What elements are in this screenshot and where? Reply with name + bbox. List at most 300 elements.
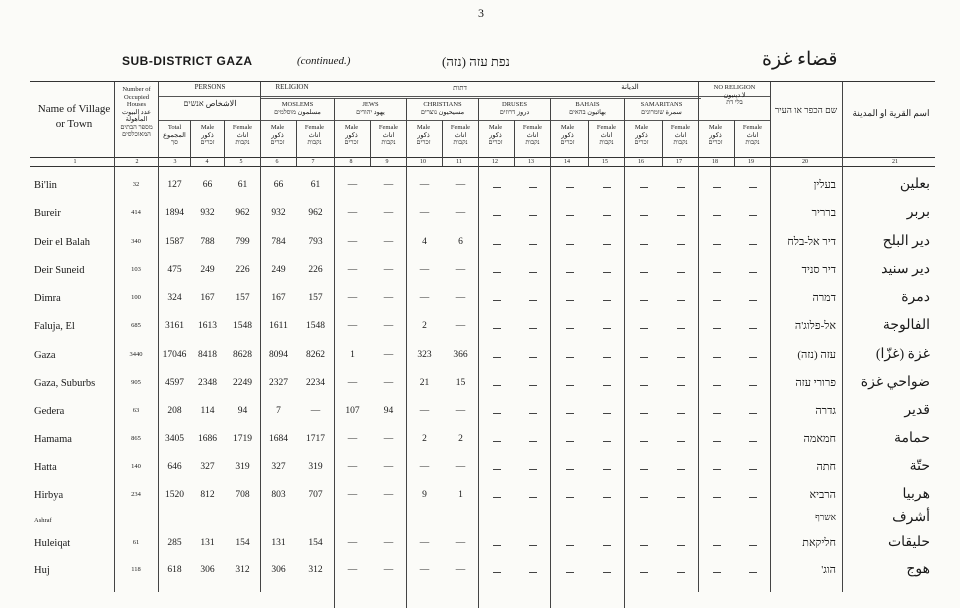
empty-dash [713,187,721,188]
village-name-ar: الفالوجة [882,318,930,333]
column-number: 20 [802,159,808,165]
cell-total: 1520 [165,490,184,500]
village-name: Bureir [34,208,61,219]
empty-dash [749,545,757,546]
empty-dash [640,300,648,301]
page-title-continued: (continued.) [297,55,351,67]
cell-female: 154 [235,538,250,548]
empty-dash [749,300,757,301]
empty-dash [640,215,648,216]
table-top-rule [30,81,935,82]
cell-female: 1719 [233,434,252,444]
empty-dash [603,272,611,273]
empty-dash [677,545,685,546]
empty-dash [493,545,501,546]
column-number: 13 [528,159,534,165]
header-druses: DRUSES دروز דרוזים [499,101,530,116]
village-name-he: ברריר [811,207,836,219]
cell-mf: 226 [308,265,323,275]
empty-dash [493,328,501,329]
header-no-religion: NO RELIGION لا دينيون בלי דת [713,84,756,106]
cell-female: 319 [235,462,250,472]
cell-mf: 2234 [306,378,325,388]
column-number: 18 [712,159,718,165]
sex-header-male: Male ذكور זכרים [560,124,575,146]
empty-dash [529,413,537,414]
cell-male: 327 [200,462,215,472]
empty-dash [749,572,757,573]
empty-dash [749,357,757,358]
cell-jf: — [383,490,394,500]
empty-dash [529,469,537,470]
cell-cf: — [455,406,466,416]
village-name: Huj [34,565,50,576]
cell-jm: — [347,565,358,575]
cell-total: 3405 [165,434,184,444]
empty-dash [677,244,685,245]
sex-header-female: Female اناث נקבות [232,124,253,146]
village-name-he: חליקאת [802,537,836,549]
village-name-ar: حمامة [893,431,930,446]
empty-dash [566,572,574,573]
empty-dash [640,497,648,498]
cell-jm: — [347,434,358,444]
cell-jf: — [383,180,394,190]
empty-dash [603,497,611,498]
empty-dash [566,187,574,188]
cell-mf: 962 [308,208,323,218]
village-name-he: חתה [816,461,836,473]
village-name-ar: دمرة [901,290,930,305]
cell-total: 324 [167,293,182,303]
cell-mf: 8262 [306,350,325,360]
empty-dash [640,545,648,546]
cell-jm: — [347,180,358,190]
colnum-rule [30,166,935,167]
empty-dash [677,413,685,414]
empty-dash [713,272,721,273]
cell-cm: — [419,538,430,548]
empty-dash [566,385,574,386]
empty-dash [677,572,685,573]
cell-mm: 1611 [269,321,288,331]
header-persons: PERSONS [194,83,226,91]
cell-mf: — [310,406,321,416]
sex-header-female: Female اناث נקבות [670,124,691,146]
empty-dash [493,469,501,470]
cell-total: 208 [167,406,182,416]
occupied-houses: 414 [131,209,141,216]
cell-cm: — [419,265,430,275]
cell-female: 962 [235,208,250,218]
cell-female: 94 [237,406,248,416]
cell-male: 249 [200,265,215,275]
empty-dash [493,441,501,442]
sex-header-female: Female اناث נקבות [450,124,471,146]
village-name: Deir Suneid [34,265,85,276]
empty-dash [640,469,648,470]
header-religion-he: דתות [453,84,467,92]
cell-jm: — [347,265,358,275]
cell-female: 312 [235,565,250,575]
sex-header-male: Male ذكور זכרים [708,124,723,146]
empty-dash [749,441,757,442]
cell-cm: — [419,293,430,303]
cell-jm: 107 [345,406,360,416]
header-houses: Number of Occupied Houses عدد البيوت المأهولة מספר הבתים המאוכלסים [120,86,153,138]
occupied-houses: 61 [132,539,140,546]
cell-cf: — [455,321,466,331]
cell-mf: 707 [308,490,323,500]
col-divider [114,82,115,592]
empty-dash [677,300,685,301]
empty-dash [493,497,501,498]
cell-male: 167 [200,293,215,303]
cell-cf: — [455,538,466,548]
cell-jf: — [383,237,394,247]
empty-dash [677,215,685,216]
cell-male: 8418 [198,350,217,360]
occupied-houses: 100 [131,294,141,301]
cell-cm: 2 [422,434,427,444]
cell-cm: 323 [417,350,432,360]
cell-male: 1613 [198,321,217,331]
empty-dash [677,469,685,470]
cell-total: 285 [167,538,182,548]
empty-dash [566,545,574,546]
empty-dash [529,497,537,498]
village-name-ar: دير سنيد [881,262,930,277]
cell-jf: — [383,350,394,360]
empty-dash [749,272,757,273]
empty-dash [640,385,648,386]
sex-header-female: Female اناث נקבות [304,124,325,146]
occupied-houses: 685 [131,322,141,329]
village-name-he: דיר אל-בלח [787,236,836,248]
empty-dash [529,215,537,216]
page-title-he: נפת עזה (נזה) [442,54,510,69]
cell-mf: 154 [308,538,323,548]
cell-total: 646 [167,462,182,472]
village-name-he: חמאמה [803,433,836,445]
column-number: 4 [205,159,209,165]
cell-mf: 61 [310,180,321,190]
cell-cf: 1 [458,490,463,500]
cell-cm: — [419,406,430,416]
header-name-he: שם הכפר או העיר [774,105,838,115]
empty-dash [493,244,501,245]
cell-mf: 319 [308,462,323,472]
village-name-ar: بربر [906,205,930,220]
empty-dash [640,572,648,573]
empty-dash [640,441,648,442]
village-name-he: דיר סניד [801,264,836,276]
col-divider [478,98,479,608]
cell-cm: — [419,565,430,575]
cell-mm: 66 [273,180,284,190]
village-name: Huleiqat [34,538,71,549]
cell-mm: 327 [271,462,286,472]
occupied-houses: 3440 [129,351,143,358]
village-name-ar: هوج [906,562,930,577]
cell-mf: 793 [308,237,323,247]
empty-dash [529,187,537,188]
sex-header-male: Male ذكور זכרים [634,124,649,146]
empty-dash [713,215,721,216]
header-persons-native: الاشخاص אנשים [183,99,237,108]
cell-male: 306 [200,565,215,575]
empty-dash [713,441,721,442]
village-name-he: אל-פלוג'ה [794,320,836,332]
religion-subrule [261,98,701,99]
column-number: 3 [173,159,177,165]
header-religion-ar: الديانة [621,83,639,91]
cell-jm: 1 [350,350,355,360]
column-number: 15 [602,159,608,165]
empty-dash [713,244,721,245]
empty-dash [713,328,721,329]
header-moslems: MOSLEMS مسلمون מוסלמים [274,101,321,116]
village-name: Gedera [34,406,65,417]
empty-dash [493,272,501,273]
empty-dash [603,215,611,216]
cell-jf: — [383,565,394,575]
cell-jm: — [347,490,358,500]
sex-header-male: Male ذكور זכרים [488,124,503,146]
village-name: Dimra [34,293,61,304]
village-name-ar: أشرف [892,510,930,525]
village-name-ar: ضواحي غزة [860,375,930,390]
header-samaritans: SAMARITANS سمرة שומרונים [640,101,683,116]
cell-female: 708 [235,490,250,500]
cell-mf: 1548 [306,321,325,331]
empty-dash [529,357,537,358]
header-religion: RELIGION [275,83,309,91]
village-name: Ashraf [34,517,52,524]
cell-jf: 94 [383,406,394,416]
header-bahais: BAHAIS بهائيون בהאים [569,101,606,116]
occupied-houses: 340 [131,238,141,245]
cell-jf: — [383,293,394,303]
empty-dash [713,385,721,386]
cell-jf: — [383,265,394,275]
cell-total: 1587 [165,237,184,247]
column-number: 19 [748,159,754,165]
village-name-ar: غزة (غزّا) [875,347,930,362]
empty-dash [640,413,648,414]
empty-dash [529,328,537,329]
cell-jf: — [383,538,394,548]
cell-cf: 2 [458,434,463,444]
empty-dash [493,215,501,216]
column-number: 6 [275,159,279,165]
empty-dash [529,545,537,546]
column-number: 16 [638,159,644,165]
cell-total: 1894 [165,208,184,218]
cell-cm: 21 [419,378,430,388]
empty-dash [529,244,537,245]
cell-cm: — [419,208,430,218]
cell-mf: 312 [308,565,323,575]
village-name-ar: حليقات [887,535,930,550]
cell-cf: 366 [453,350,468,360]
village-name-he: אשרף [815,512,836,522]
page-title-en: SUB-DISTRICT GAZA [122,54,253,68]
header-christians: CHRISTIANS مسيحيون נוצרים [420,101,465,116]
empty-dash [603,357,611,358]
cell-cf: — [455,462,466,472]
empty-dash [529,272,537,273]
empty-dash [640,244,648,245]
empty-dash [603,441,611,442]
empty-dash [713,300,721,301]
sex-header-female: Female اناث נקבות [596,124,617,146]
cell-jf: — [383,208,394,218]
empty-dash [603,328,611,329]
empty-dash [749,215,757,216]
village-name-he: עזה (נזה) [797,349,836,361]
cell-mf: 1717 [306,434,325,444]
cell-cf: — [455,265,466,275]
cell-male: 1686 [198,434,217,444]
empty-dash [603,300,611,301]
cell-cf: 15 [455,378,466,388]
sex-header-male: Male ذكور זכרים [344,124,359,146]
occupied-houses: 140 [131,463,141,470]
col-divider [624,98,625,608]
village-name: Faluja, El [34,321,75,332]
empty-dash [713,572,721,573]
sex-header-male: Male ذكور זכרים [270,124,285,146]
empty-dash [493,187,501,188]
empty-dash [603,413,611,414]
village-name-he: גדרה [815,405,836,417]
cell-male: 2348 [198,378,217,388]
empty-dash [566,357,574,358]
village-name: Gaza [34,350,56,361]
cell-female: 8628 [233,350,252,360]
empty-dash [566,215,574,216]
cell-mm: 8094 [269,350,288,360]
cell-male: 812 [200,490,215,500]
empty-dash [603,469,611,470]
village-name-ar: هربيا [902,487,930,502]
empty-dash [493,572,501,573]
cell-male: 932 [200,208,215,218]
column-number: 9 [385,159,389,165]
sex-header-male: Male ذكور זכרים [200,124,215,146]
empty-dash [713,497,721,498]
cell-total: 3161 [165,321,184,331]
empty-dash [603,187,611,188]
cell-cf: 6 [458,237,463,247]
village-name-ar: قدير [904,403,930,418]
header-bottom-rule [30,157,935,158]
column-number: 12 [492,159,498,165]
village-name-he: הוג' [821,564,836,576]
col-divider [550,98,551,608]
village-name: Gaza, Suburbs [34,378,96,389]
empty-dash [677,272,685,273]
village-name: Hirbya [34,490,64,501]
empty-dash [713,469,721,470]
cell-mm: 784 [271,237,286,247]
empty-dash [677,328,685,329]
sex-header-total: Total المجموع סך [163,124,186,146]
village-name: Bi'lin [34,180,57,191]
cell-total: 618 [167,565,182,575]
occupied-houses: 103 [131,266,141,273]
cell-mm: 2327 [269,378,288,388]
village-name: Hatta [34,462,57,473]
cell-female: 157 [235,293,250,303]
cell-mm: 7 [276,406,281,416]
empty-dash [529,300,537,301]
cell-mm: 1684 [269,434,288,444]
col-divider [158,82,159,592]
empty-dash [713,545,721,546]
cell-cm: — [419,180,430,190]
cell-total: 127 [167,180,182,190]
column-number: 1 [73,159,77,165]
cell-male: 66 [202,180,213,190]
cell-cm: 4 [422,237,427,247]
empty-dash [677,441,685,442]
empty-dash [566,413,574,414]
cell-total: 17046 [162,350,187,360]
empty-dash [493,300,501,301]
column-number: 21 [892,159,898,165]
empty-dash [749,328,757,329]
occupied-houses: 905 [131,379,141,386]
empty-dash [529,441,537,442]
cell-cm: 2 [422,321,427,331]
empty-dash [749,469,757,470]
cell-jf: — [383,462,394,472]
empty-dash [566,441,574,442]
sex-header-female: Female اناث נקבות [522,124,543,146]
cell-jf: — [383,434,394,444]
empty-dash [677,187,685,188]
village-name-ar: حتّة [909,459,930,474]
empty-dash [493,385,501,386]
empty-dash [493,413,501,414]
column-number: 5 [239,159,243,165]
col-divider [260,82,261,592]
empty-dash [493,357,501,358]
cell-total: 4597 [165,378,184,388]
cell-male: 788 [200,237,215,247]
cell-jm: — [347,378,358,388]
empty-dash [677,357,685,358]
cell-female: 2249 [233,378,252,388]
header-name-ar: اسم القرية او المدينة [852,108,930,118]
village-name: Deir el Balah [34,237,90,248]
col-divider [698,82,699,592]
sex-header-male: Male ذكور זכרים [416,124,431,146]
empty-dash [566,272,574,273]
cell-cf: — [455,565,466,575]
cell-jm: — [347,538,358,548]
cell-mf: 157 [308,293,323,303]
header-jews: JEWS يهود יהודים [356,101,385,116]
cell-male: 131 [200,538,215,548]
cell-total: 475 [167,265,182,275]
cell-cm: — [419,462,430,472]
cell-jm: — [347,237,358,247]
cell-jm: — [347,321,358,331]
empty-dash [640,272,648,273]
